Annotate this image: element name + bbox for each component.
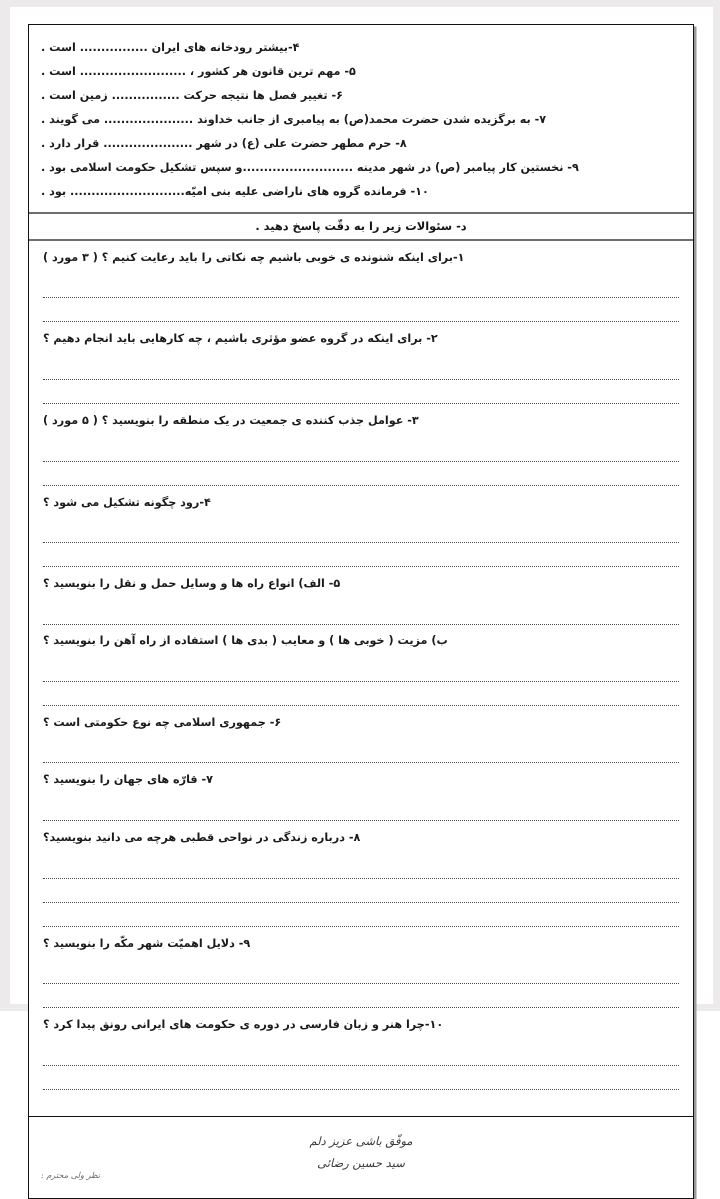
answer-lines[interactable]: [29, 274, 693, 322]
question-text: ۳- عوامل جذب کننده ی جمعیت در یک منطقه را بنویسید ؟ ( ۵ مورد ): [43, 414, 419, 428]
answer-line[interactable]: [43, 879, 679, 903]
answer-line[interactable]: [43, 380, 679, 404]
answer-line[interactable]: [43, 519, 679, 543]
answer-lines[interactable]: [29, 658, 693, 706]
fill-in-blank-row: ۴-بیشتر رودخانه های ایران ................ است .: [41, 40, 300, 54]
question-item: [29, 625, 693, 706]
question-item: [29, 763, 693, 821]
answer-lines[interactable]: [29, 519, 693, 567]
question-text: ۲- برای اینکه در گروه عضو مؤثری باشیم ، چه کارهایی باید انجام دهیم ؟: [43, 332, 438, 346]
answer-line[interactable]: [43, 601, 679, 625]
question-item: [29, 486, 693, 568]
encouragement-note: موفّق باشی عزیز دلم: [309, 1134, 413, 1149]
fill-in-blank-row: ۱۰- فرمانده گروه های ناراضی علیه بنی امیّه........................... بود .: [41, 185, 429, 199]
question-item: [29, 706, 693, 764]
answer-line[interactable]: [43, 1042, 679, 1066]
answer-line[interactable]: [43, 1066, 679, 1090]
exam-sheet-table: [28, 24, 694, 1199]
answer-line[interactable]: [43, 984, 679, 1008]
question-item: [29, 1008, 693, 1116]
question-text: ۴-رود چگونه تشکیل می شود ؟: [43, 495, 211, 509]
question-item: [29, 404, 693, 486]
answer-lines[interactable]: [29, 855, 693, 927]
question-item: [29, 821, 693, 927]
answer-line[interactable]: [43, 543, 679, 567]
answer-line[interactable]: [43, 903, 679, 927]
question-text: ۸- درباره زندگی در نواحی قطبی هرچه می دانید بنویسید؟: [43, 831, 361, 845]
section-header-d: د- سئوالات زیر را به دقّت پاسخ دهید .: [29, 214, 693, 241]
teacher-signature: سید حسین رضائی: [317, 1156, 405, 1170]
fill-in-blank-row: ۵- مهم ترین قانون هر کشور ، ......................... است .: [41, 64, 356, 78]
answer-lines[interactable]: [29, 601, 693, 625]
fill-in-blank-row: ۸- حرم مطهر حضرت علی (ع) در شهر ..................... قرار دارد .: [41, 136, 407, 150]
answer-line[interactable]: [43, 682, 679, 706]
fill-in-blanks-section: [29, 25, 693, 214]
fill-in-blank-row: ۹- نخستین کار پیامبر (ص) در شهر مدینه ..........................و سپس تشکیل حکومت اسلامی بود .: [41, 161, 579, 175]
answer-lines[interactable]: [29, 438, 693, 486]
answer-line[interactable]: [43, 438, 679, 462]
question-item: [29, 567, 693, 625]
answer-line[interactable]: [43, 298, 679, 322]
answer-lines[interactable]: [29, 960, 693, 1008]
answer-line[interactable]: [43, 356, 679, 380]
answer-line[interactable]: [43, 797, 679, 821]
question-text: ب) مزیت ( خوبی ها ) و معایب ( بدی ها ) استفاده از راه آهن را بنویسید ؟: [43, 634, 448, 648]
answer-line[interactable]: [43, 960, 679, 984]
question-item: [29, 927, 693, 1009]
footer-signature-block: [29, 1116, 693, 1198]
question-item: [29, 322, 693, 404]
questions-section: [29, 241, 693, 1116]
answer-lines[interactable]: [29, 739, 693, 763]
question-item: [29, 241, 693, 323]
answer-line[interactable]: [43, 462, 679, 486]
answer-lines[interactable]: [29, 797, 693, 821]
answer-lines[interactable]: [29, 1042, 693, 1090]
question-text: ۱۰-چرا هنر و زبان فارسی در دوره ی حکومت های ایرانی رونق پیدا کرد ؟: [43, 1018, 444, 1032]
answer-line[interactable]: [43, 658, 679, 682]
answer-line[interactable]: [43, 274, 679, 298]
question-text: ۱-برای اینکه شنونده ی خوبی باشیم چه نکاتی را باید رعایت کنیم ؟ ( ۳ مورد ): [43, 250, 465, 264]
question-text: ۷- قارّه های جهان را بنویسید ؟: [43, 773, 213, 787]
fill-in-blank-row: ۶- تغییر فصل ها نتیجه حرکت ................ زمین است .: [41, 88, 343, 102]
question-tail-spacer: [29, 1090, 693, 1116]
fill-in-blank-row: ۷- به برگزیده شدن حضرت محمد(ص) به پیامبری از جانب خداوند ..................... می گویند .: [41, 112, 547, 126]
answer-line[interactable]: [43, 855, 679, 879]
answer-lines[interactable]: [29, 356, 693, 404]
guardian-opinion-label: نظر ولی محترم :: [41, 1170, 101, 1181]
question-text: ۶- جمهوری اسلامی چه نوع حکومتی است ؟: [43, 715, 282, 729]
question-text: ۵- الف) انواع راه ها و وسایل حمل و نقل را بنویسید ؟: [43, 577, 341, 591]
question-text: ۹- دلایل اهمیّت شهر مکّه را بنویسید ؟: [43, 936, 251, 950]
answer-line[interactable]: [43, 739, 679, 763]
